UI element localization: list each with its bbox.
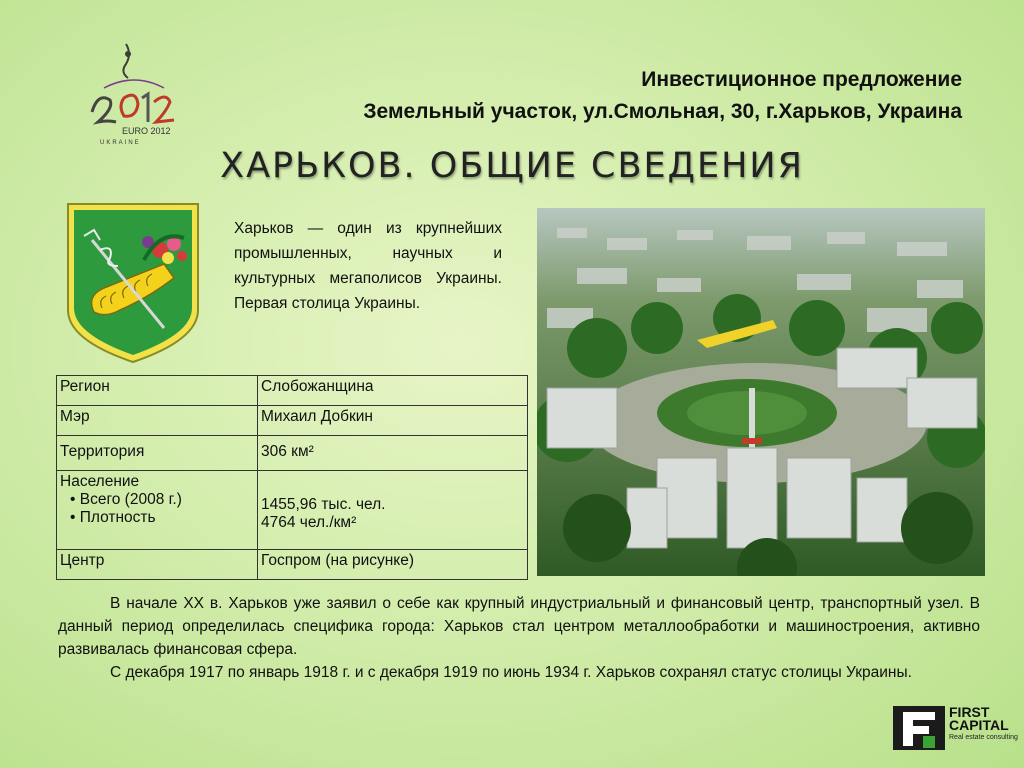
table-cell-key: Центр bbox=[57, 550, 258, 580]
table-row bbox=[57, 436, 528, 471]
euro-2012-logo bbox=[84, 42, 184, 154]
first-capital-name: FIRST CAPITAL bbox=[949, 704, 1009, 733]
population-total-label: • Всего (2008 г.) bbox=[70, 491, 182, 508]
intro-text: Харьков — один из крупнейших промышленных, научных и культурных мегаполисов Украины. Первая столица Украины. bbox=[234, 220, 502, 312]
table-row bbox=[57, 406, 528, 436]
table-row bbox=[57, 376, 528, 406]
population-label: Население bbox=[60, 473, 140, 490]
presentation-header bbox=[363, 64, 962, 128]
table-row bbox=[57, 550, 528, 580]
history-paragraph: С декабря 1917 по январь 1918 г. и с декабря 1919 по июнь 1934 г. Харьков сохранял статус столицы Украины. bbox=[110, 664, 912, 681]
population-total-value: 1455,96 тыс. чел. bbox=[261, 496, 386, 513]
table-cell-value bbox=[258, 471, 528, 550]
table-cell-value: Михаил Добкин bbox=[258, 406, 528, 436]
table-row-population bbox=[57, 471, 528, 550]
header-line-2: Земельный участок, ул.Смольная, 30, г.Харьков, Украина bbox=[363, 100, 962, 123]
table-cell-value: 306 км² bbox=[258, 436, 528, 471]
euro-logo-subtitle: UKRAINE bbox=[100, 140, 141, 146]
svg-text:EURO 2012: EURO 2012 bbox=[122, 126, 171, 136]
population-density-value: 4764 чел./км² bbox=[261, 514, 357, 531]
city-info-table bbox=[56, 375, 528, 580]
history-paragraph: В начале XX в. Харьков уже заявил о себе как крупный индустриальный и финансовый центр, транспортный узел. В данный период определилась специфика города: Харьков стал центром металлообработки и машиностроения, активно развивалась финансовая сфера. bbox=[58, 595, 980, 658]
kharkiv-coat-of-arms-icon bbox=[64, 200, 202, 366]
population-density-label: • Плотность bbox=[70, 509, 156, 526]
table-cell-key: Регион bbox=[57, 376, 258, 406]
table-cell-key: Мэр bbox=[57, 406, 258, 436]
table-cell-value: Слобожанщина bbox=[258, 376, 528, 406]
history-text bbox=[58, 592, 980, 684]
gosprom-aerial-photo bbox=[537, 208, 985, 576]
table-cell-key bbox=[57, 471, 258, 550]
slide-title: ХАРЬКОВ. ОБЩИЕ СВЕДЕНИЯ bbox=[220, 146, 804, 186]
table-cell-value: Госпром (на рисунке) bbox=[258, 550, 528, 580]
table-cell-key: Территория bbox=[57, 436, 258, 471]
header-line-1: Инвестиционное предложение bbox=[641, 68, 962, 91]
first-capital-tagline: Real estate consulting bbox=[949, 734, 1018, 741]
